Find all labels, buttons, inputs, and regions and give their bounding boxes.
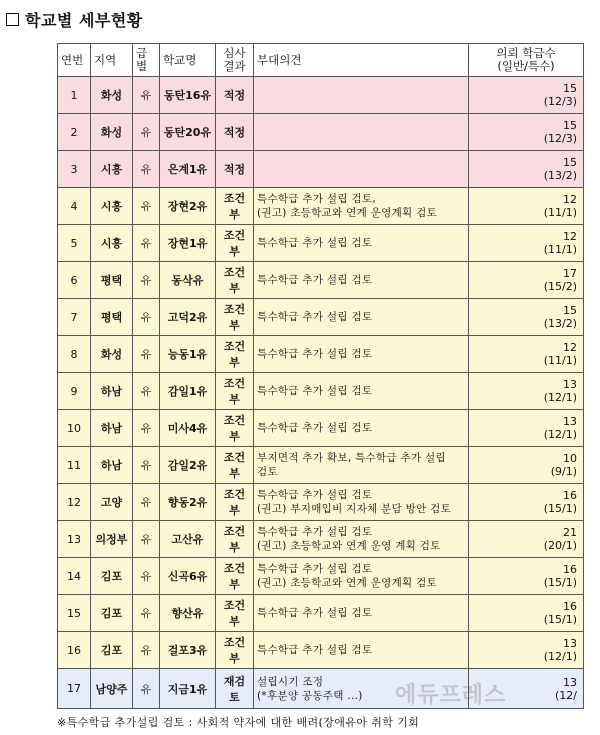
cell-class-count: [469, 77, 584, 114]
cell-region: 화성: [91, 114, 133, 151]
class-count-split: (15/1): [543, 576, 577, 589]
watermark-logo: 에듀프레스: [395, 683, 507, 708]
class-count-total: 15: [563, 304, 577, 317]
cell-opinion: [254, 225, 469, 262]
cell-region: 시흥: [91, 225, 133, 262]
cell-opinion: [254, 521, 469, 558]
cell-level: 유: [133, 669, 160, 709]
class-count-total: 15: [563, 82, 577, 95]
cell-class-count: [469, 373, 584, 410]
cell-region: 시흥: [91, 151, 133, 188]
header-count: [469, 44, 584, 77]
cell-class-count: [469, 336, 584, 373]
cell-result: 적정: [216, 114, 254, 151]
cell-region: 하남: [91, 373, 133, 410]
cell-result: 조건부: [216, 299, 254, 336]
cell-level: 유: [133, 595, 160, 632]
cell-no: 2: [58, 114, 91, 151]
class-count-split: (11/1): [543, 354, 577, 367]
header-result-line2: 결과: [223, 59, 246, 73]
class-count-split: (13/2): [543, 317, 577, 330]
cell-opinion: [254, 114, 469, 151]
cell-level: 유: [133, 447, 160, 484]
cell-result: 조건부: [216, 373, 254, 410]
cell-level: 유: [133, 336, 160, 373]
cell-level: 유: [133, 262, 160, 299]
table-row: [58, 669, 584, 709]
opinion-line: (권고) 초등학교와 연계 운영계획 검토: [257, 577, 437, 589]
cell-class-count: [469, 114, 584, 151]
class-count-total: 17: [563, 267, 577, 280]
cell-region: 시흥: [91, 188, 133, 225]
header-result-line1: 심사: [223, 46, 246, 60]
section-heading: [6, 8, 143, 31]
cell-opinion: [254, 447, 469, 484]
cell-no: 15: [58, 595, 91, 632]
class-count-total: 13: [563, 415, 577, 428]
opinion-line: (권고) 초등학교와 연계 운영계획 검토: [257, 207, 437, 219]
cell-school: 걸포3유: [160, 632, 216, 669]
opinion-line: 특수학급 추가 설립 검토: [257, 526, 373, 538]
class-count-total: 13: [563, 675, 577, 689]
cell-school: 고산유: [160, 521, 216, 558]
cell-school: 장현2유: [160, 188, 216, 225]
cell-region: 화성: [91, 77, 133, 114]
cell-result: 조건부: [216, 595, 254, 632]
cell-opinion: [254, 336, 469, 373]
cell-school: 미사4유: [160, 410, 216, 447]
cell-region: 평택: [91, 262, 133, 299]
header-result: [216, 44, 254, 77]
cell-result: 조건부: [216, 521, 254, 558]
cell-opinion: [254, 595, 469, 632]
table-row: [58, 558, 584, 595]
cell-result: 조건부: [216, 447, 254, 484]
cell-school: 동탄20유: [160, 114, 216, 151]
table-row: [58, 632, 584, 669]
opinion-line: 특수학급 추가 설립 검토: [257, 311, 373, 323]
opinion-line: 특수학급 추가 설립 검토,: [257, 193, 376, 205]
table-row: [58, 188, 584, 225]
class-count-split: (13/2): [543, 169, 577, 182]
cell-result: 조건부: [216, 558, 254, 595]
cell-no: 9: [58, 373, 91, 410]
class-count-split: (11/1): [543, 243, 577, 256]
cell-class-count: [469, 151, 584, 188]
checkbox-square-icon: [6, 13, 19, 26]
cell-no: 13: [58, 521, 91, 558]
opinion-line: 특수학급 추가 설립 검토: [257, 274, 373, 286]
cell-school: 은계1유: [160, 151, 216, 188]
cell-opinion: [254, 632, 469, 669]
cell-region: 남양주: [91, 669, 133, 709]
cell-result: 조건부: [216, 632, 254, 669]
cell-level: 유: [133, 558, 160, 595]
opinion-line: 설립시기 조정: [257, 675, 324, 688]
opinion-line: 특수학급 추가 설립 검토: [257, 644, 373, 656]
header-opinion: 부대의견: [254, 44, 469, 77]
cell-result: 조건부: [216, 336, 254, 373]
cell-no: 10: [58, 410, 91, 447]
class-count-total: 16: [563, 600, 577, 613]
cell-class-count: [469, 299, 584, 336]
cell-class-count: [469, 410, 584, 447]
class-count-total: 15: [563, 156, 577, 169]
opinion-line: 특수학급 추가 설립 검토: [257, 489, 373, 501]
class-count-total: 15: [563, 119, 577, 132]
table-row: [58, 336, 584, 373]
opinion-line: 부지면적 추가 확보, 특수학급 추가 설립: [257, 452, 446, 464]
cell-region: 하남: [91, 447, 133, 484]
cell-school: 신곡6유: [160, 558, 216, 595]
class-count-split: (15/2): [543, 280, 577, 293]
table-row: [58, 521, 584, 558]
cell-level: 유: [133, 410, 160, 447]
class-count-split: (15/1): [543, 613, 577, 626]
cell-region: 김포: [91, 558, 133, 595]
cell-level: 유: [133, 188, 160, 225]
table-row: [58, 410, 584, 447]
cell-result: 조건부: [216, 188, 254, 225]
opinion-line: (권고) 초등학교와 연계 운영 계획 검토: [257, 540, 441, 552]
cell-class-count: [469, 188, 584, 225]
cell-region: 화성: [91, 336, 133, 373]
cell-school: 향동2유: [160, 484, 216, 521]
cell-no: 8: [58, 336, 91, 373]
class-count-total: 16: [563, 489, 577, 502]
opinion-line: 특수학급 추가 설립 검토: [257, 237, 373, 249]
cell-no: 6: [58, 262, 91, 299]
cell-school: 능동1유: [160, 336, 216, 373]
cell-region: 의정부: [91, 521, 133, 558]
cell-class-count: [469, 447, 584, 484]
class-count-split: (12/1): [543, 391, 577, 404]
header-region: 지역: [91, 44, 133, 77]
cell-opinion: [254, 151, 469, 188]
cell-level: 유: [133, 373, 160, 410]
cell-opinion: [254, 77, 469, 114]
cell-no: 16: [58, 632, 91, 669]
cell-school: 감일2유: [160, 447, 216, 484]
opinion-line: 특수학급 추가 설립 검토: [257, 563, 373, 575]
cell-no: 17: [58, 669, 91, 709]
cell-level: 유: [133, 151, 160, 188]
cell-region: 김포: [91, 632, 133, 669]
cell-result: 적정: [216, 77, 254, 114]
cell-opinion: [254, 188, 469, 225]
table-row: [58, 373, 584, 410]
cell-result: 조건부: [216, 484, 254, 521]
table-row: [58, 484, 584, 521]
cell-school: 장현1유: [160, 225, 216, 262]
cell-opinion: [254, 373, 469, 410]
class-count-split: (12/1): [543, 428, 577, 441]
class-count-split: (12/: [555, 688, 577, 702]
cell-school: 향산유: [160, 595, 216, 632]
cell-school: 고덕2유: [160, 299, 216, 336]
opinion-line: 특수학급 추가 설립 검토: [257, 385, 373, 397]
table-row: [58, 151, 584, 188]
table-row: [58, 225, 584, 262]
cell-level: 유: [133, 632, 160, 669]
cell-class-count: [469, 484, 584, 521]
cell-level: 유: [133, 225, 160, 262]
cell-level: 유: [133, 299, 160, 336]
cell-opinion: [254, 669, 469, 709]
class-count-split: (20/1): [543, 539, 577, 552]
class-count-split: (9/1): [550, 465, 577, 478]
opinion-line: (권고) 부지매입비 지자체 분담 방안 검토: [257, 503, 452, 515]
cell-result: 조건부: [216, 410, 254, 447]
opinion-line: 특수학급 추가 설립 검토: [257, 607, 373, 619]
cell-school: 동삭유: [160, 262, 216, 299]
school-status-table: [57, 43, 584, 709]
cell-region: 고양: [91, 484, 133, 521]
opinion-line: 특수학급 추가 설립 검토: [257, 348, 373, 360]
cell-class-count: [469, 521, 584, 558]
class-count-total: 13: [563, 378, 577, 391]
opinion-line: (*후분양 공동주택 ...): [257, 689, 363, 702]
table-header-row: [58, 44, 584, 77]
cell-level: 유: [133, 77, 160, 114]
class-count-split: (12/3): [543, 95, 577, 108]
class-count-total: 16: [563, 563, 577, 576]
cell-region: 김포: [91, 595, 133, 632]
cell-no: 4: [58, 188, 91, 225]
cell-result: 조건부: [216, 262, 254, 299]
cell-opinion: [254, 558, 469, 595]
cell-result: 재검토: [216, 669, 254, 709]
table-row: [58, 595, 584, 632]
header-no: 연번: [58, 44, 91, 77]
cell-no: 14: [58, 558, 91, 595]
cell-school: 감일1유: [160, 373, 216, 410]
class-count-total: 12: [563, 341, 577, 354]
cell-class-count: [469, 225, 584, 262]
class-count-total: 13: [563, 637, 577, 650]
cell-class-count: [469, 669, 584, 709]
class-count-total: 21: [563, 526, 577, 539]
cell-region: 평택: [91, 299, 133, 336]
page-title: 학교별 세부현황: [25, 11, 143, 30]
cell-opinion: [254, 484, 469, 521]
header-level: 급별: [133, 44, 160, 77]
table-row: [58, 299, 584, 336]
cell-class-count: [469, 262, 584, 299]
cell-opinion: [254, 262, 469, 299]
class-count-total: 12: [563, 193, 577, 206]
footnote: ※특수학급 추가설립 검토 : 사회적 약자에 대한 배려(장애유아 취학 기회: [57, 716, 420, 729]
class-count-split: (15/1): [543, 502, 577, 515]
cell-school: 지금1유: [160, 669, 216, 709]
cell-result: 적정: [216, 151, 254, 188]
table-row: [58, 447, 584, 484]
cell-school: 동탄16유: [160, 77, 216, 114]
opinion-line: 검토: [257, 466, 278, 478]
cell-class-count: [469, 595, 584, 632]
header-school: 학교명: [160, 44, 216, 77]
header-count-line1: 의뢰 학급수: [496, 46, 556, 60]
cell-region: 하남: [91, 410, 133, 447]
class-count-split: (11/1): [543, 206, 577, 219]
table-row: [58, 77, 584, 114]
cell-no: 12: [58, 484, 91, 521]
class-count-total: 10: [563, 452, 577, 465]
cell-level: 유: [133, 114, 160, 151]
cell-no: 11: [58, 447, 91, 484]
class-count-total: 12: [563, 230, 577, 243]
header-count-line2: (일반/특수): [497, 59, 555, 73]
class-count-split: (12/1): [543, 650, 577, 663]
class-count-split: (12/3): [543, 132, 577, 145]
cell-level: 유: [133, 484, 160, 521]
cell-no: 1: [58, 77, 91, 114]
table-row: [58, 262, 584, 299]
cell-level: 유: [133, 521, 160, 558]
cell-no: 5: [58, 225, 91, 262]
opinion-line: 특수학급 추가 설립 검토: [257, 422, 373, 434]
cell-class-count: [469, 632, 584, 669]
table-row: [58, 114, 584, 151]
cell-result: 조건부: [216, 225, 254, 262]
cell-opinion: [254, 299, 469, 336]
cell-class-count: [469, 558, 584, 595]
cell-opinion: [254, 410, 469, 447]
cell-no: 7: [58, 299, 91, 336]
cell-no: 3: [58, 151, 91, 188]
